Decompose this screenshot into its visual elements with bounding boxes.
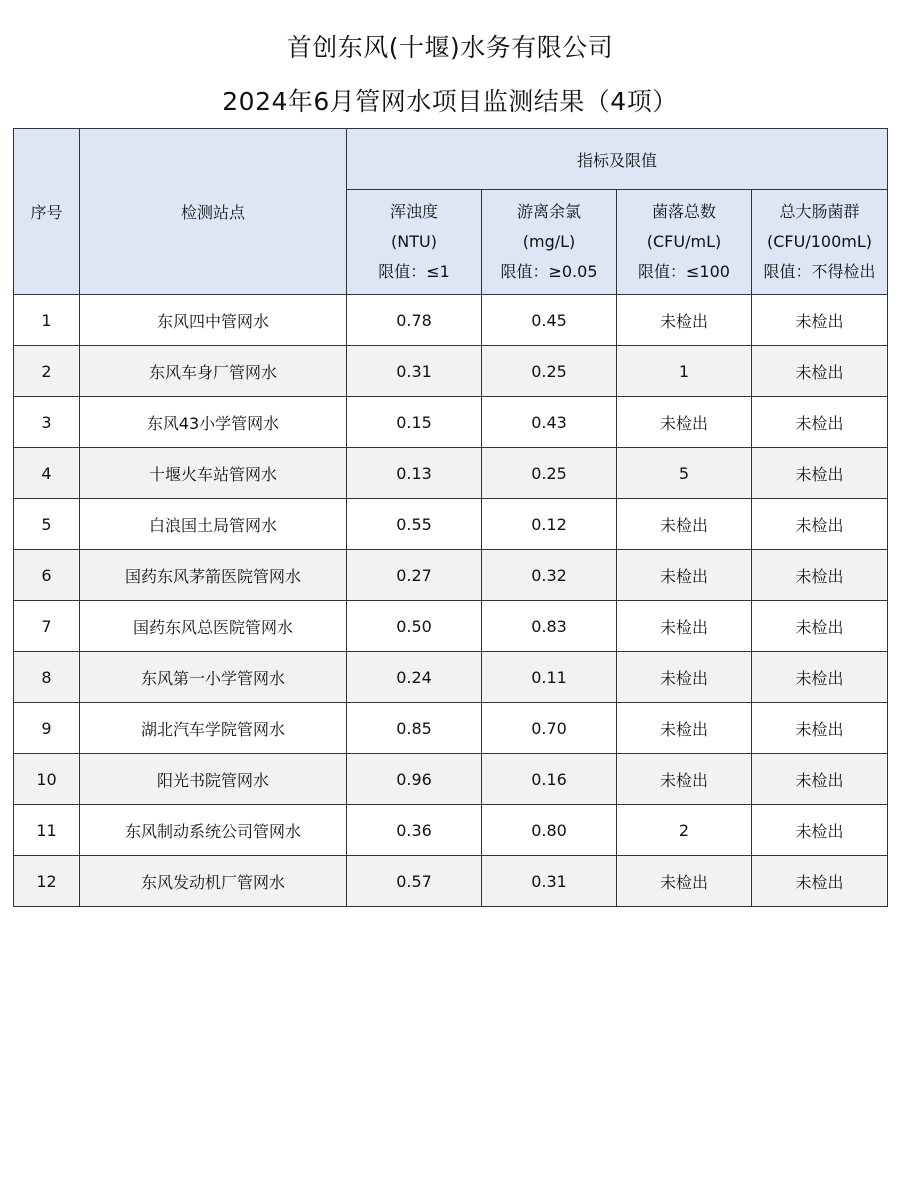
table-row: [14, 703, 888, 754]
cell-turbidity: 0.27: [347, 550, 482, 601]
cell-seq: 11: [14, 805, 80, 856]
cell-coliform: 未检出: [752, 448, 888, 499]
cell-station: 阳光书院管网水: [80, 754, 347, 805]
table-row: [14, 856, 888, 907]
cell-turbidity: 0.57: [347, 856, 482, 907]
cell-seq: 12: [14, 856, 80, 907]
document-title: 首创东风(十堰)水务有限公司: [286, 33, 614, 62]
cell-colony: 1: [617, 346, 752, 397]
table-row: [14, 397, 888, 448]
cell-coliform: 未检出: [752, 601, 888, 652]
cell-station: 东风第一小学管网水: [80, 652, 347, 703]
table-header: [14, 129, 888, 295]
cell-seq: 3: [14, 397, 80, 448]
cell-colony: 未检出: [617, 856, 752, 907]
header-turbidity-limit: 限值：≤1: [378, 262, 450, 281]
header-chlorine-unit: (mg/L): [522, 232, 576, 251]
cell-colony: 5: [617, 448, 752, 499]
cell-colony: 2: [617, 805, 752, 856]
table-row: [14, 601, 888, 652]
cell-seq: 2: [14, 346, 80, 397]
cell-chlorine: 0.25: [482, 346, 617, 397]
cell-colony: 未检出: [617, 652, 752, 703]
cell-station: 国药东风茅箭医院管网水: [80, 550, 347, 601]
table-row: [14, 550, 888, 601]
cell-chlorine: 0.43: [482, 397, 617, 448]
results-table: [13, 128, 888, 907]
cell-station: 东风四中管网水: [80, 295, 347, 346]
cell-seq: 5: [14, 499, 80, 550]
cell-chlorine: 0.11: [482, 652, 617, 703]
cell-colony: 未检出: [617, 295, 752, 346]
table-row: [14, 805, 888, 856]
cell-coliform: 未检出: [752, 754, 888, 805]
cell-chlorine: 0.45: [482, 295, 617, 346]
header-chlorine-limit: 限值：≥0.05: [500, 262, 598, 281]
cell-turbidity: 0.36: [347, 805, 482, 856]
cell-seq: 4: [14, 448, 80, 499]
cell-colony: 未检出: [617, 601, 752, 652]
header-seq: 序号: [14, 129, 80, 295]
cell-turbidity: 0.50: [347, 601, 482, 652]
cell-colony: 未检出: [617, 499, 752, 550]
cell-station: 白浪国土局管网水: [80, 499, 347, 550]
header-coliform-limit: 限值：不得检出: [763, 262, 876, 281]
header-turbidity-name: 浑浊度: [389, 202, 438, 221]
cell-seq: 10: [14, 754, 80, 805]
cell-turbidity: 0.24: [347, 652, 482, 703]
cell-coliform: 未检出: [752, 703, 888, 754]
cell-station: 湖北汽车学院管网水: [80, 703, 347, 754]
cell-coliform: 未检出: [752, 346, 888, 397]
cell-station: 国药东风总医院管网水: [80, 601, 347, 652]
header-colony-limit: 限值：≤100: [638, 262, 730, 281]
header-chlorine: [482, 190, 617, 295]
table-row: [14, 295, 888, 346]
cell-chlorine: 0.25: [482, 448, 617, 499]
cell-turbidity: 0.13: [347, 448, 482, 499]
cell-coliform: 未检出: [752, 499, 888, 550]
table-row: [14, 346, 888, 397]
cell-station: 东风发动机厂管网水: [80, 856, 347, 907]
cell-turbidity: 0.78: [347, 295, 482, 346]
cell-colony: 未检出: [617, 397, 752, 448]
cell-station: 东风43小学管网水: [80, 397, 347, 448]
cell-coliform: 未检出: [752, 805, 888, 856]
header-coliform-unit: (CFU/100mL): [767, 232, 872, 251]
header-indicator-group: 指标及限值: [347, 129, 888, 190]
cell-station: 十堰火车站管网水: [80, 448, 347, 499]
table-row: [14, 499, 888, 550]
header-colony: [617, 190, 752, 295]
cell-seq: 9: [14, 703, 80, 754]
cell-colony: 未检出: [617, 754, 752, 805]
table-row: [14, 652, 888, 703]
table-row: [14, 448, 888, 499]
cell-turbidity: 0.15: [347, 397, 482, 448]
document-subtitle: 2024年6月管网水项目监测结果（4项）: [222, 87, 678, 116]
cell-seq: 1: [14, 295, 80, 346]
cell-coliform: 未检出: [752, 550, 888, 601]
cell-coliform: 未检出: [752, 295, 888, 346]
cell-station: 东风制动系统公司管网水: [80, 805, 347, 856]
cell-chlorine: 0.83: [482, 601, 617, 652]
table-body: [14, 295, 888, 907]
cell-chlorine: 0.31: [482, 856, 617, 907]
cell-chlorine: 0.70: [482, 703, 617, 754]
cell-turbidity: 0.55: [347, 499, 482, 550]
cell-station: 东风车身厂管网水: [80, 346, 347, 397]
header-chlorine-name: 游离余氯: [516, 202, 581, 221]
cell-chlorine: 0.12: [482, 499, 617, 550]
cell-colony: 未检出: [617, 703, 752, 754]
cell-seq: 8: [14, 652, 80, 703]
cell-coliform: 未检出: [752, 652, 888, 703]
header-station: 检测站点: [80, 129, 347, 295]
cell-chlorine: 0.16: [482, 754, 617, 805]
cell-chlorine: 0.32: [482, 550, 617, 601]
header-turbidity-unit: (NTU): [391, 232, 437, 251]
cell-seq: 6: [14, 550, 80, 601]
header-colony-unit: (CFU/mL): [646, 232, 722, 251]
cell-turbidity: 0.85: [347, 703, 482, 754]
cell-coliform: 未检出: [752, 856, 888, 907]
cell-coliform: 未检出: [752, 397, 888, 448]
cell-colony: 未检出: [617, 550, 752, 601]
cell-chlorine: 0.80: [482, 805, 617, 856]
header-coliform-name: 总大肠菌群: [779, 202, 860, 221]
header-colony-name: 菌落总数: [651, 202, 716, 221]
cell-turbidity: 0.96: [347, 754, 482, 805]
header-coliform: [752, 190, 888, 295]
cell-turbidity: 0.31: [347, 346, 482, 397]
header-turbidity: [347, 190, 482, 295]
cell-seq: 7: [14, 601, 80, 652]
table-row: [14, 754, 888, 805]
